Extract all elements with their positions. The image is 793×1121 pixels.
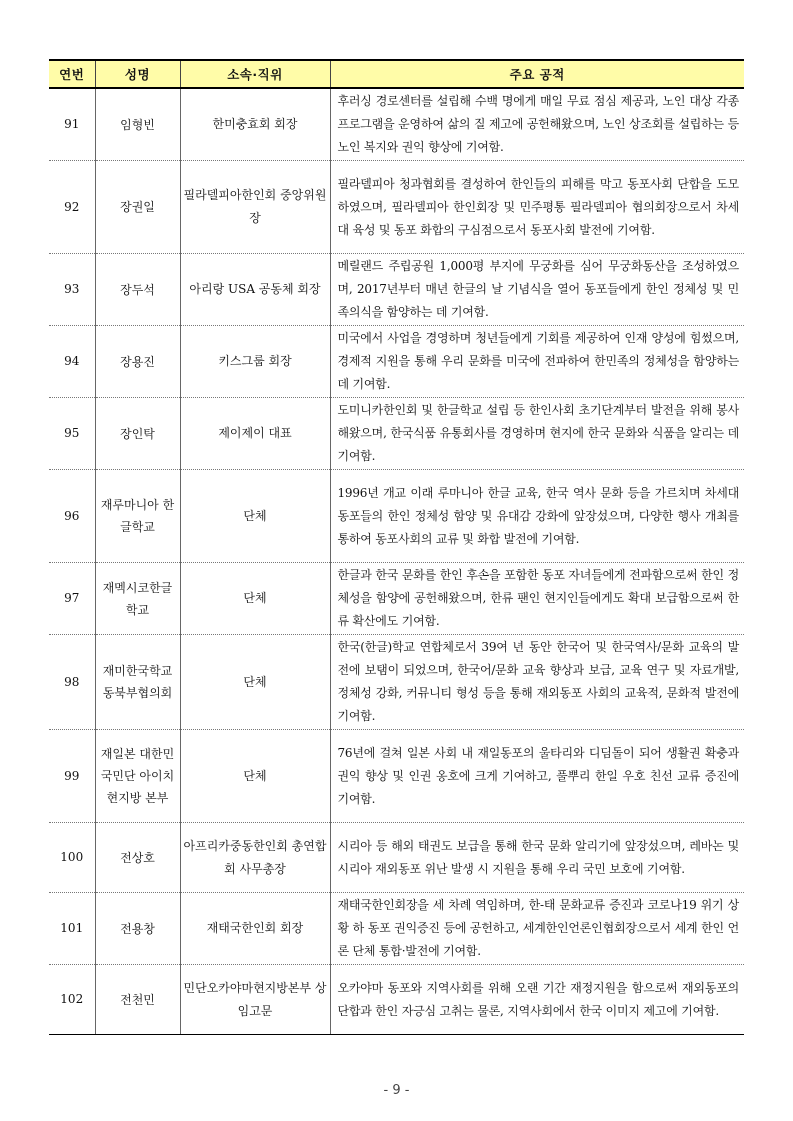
row-achievement: 도미니카한인회 및 한글학교 설립 등 한인사회 초기단계부터 발전을 위해 봉사해왔으며, 한국식품 유통회사를 경영하며 현지에 한국 문화와 식품을 알리는 데 기여함. xyxy=(330,398,744,470)
row-number: 101 xyxy=(49,893,95,965)
row-affiliation: 키스그룹 회장 xyxy=(180,326,330,398)
table-row xyxy=(49,254,744,326)
table-row xyxy=(49,398,744,470)
row-name: 전상호 xyxy=(95,823,180,893)
row-affiliation: 아프리카중동한인회 총연합회 사무총장 xyxy=(180,823,330,893)
row-affiliation: 단체 xyxy=(180,470,330,563)
row-achievement: 재태국한인회장을 세 차례 역임하며, 한-태 문화교류 증진과 코로나19 위기 상황 하 동포 권익증진 등에 공헌하고, 세계한인언론인협회장으로서 세계 한인 언론 단체 통합·발전에 기여함. xyxy=(330,893,744,965)
row-number: 97 xyxy=(49,563,95,635)
table-row xyxy=(49,730,744,823)
row-number: 93 xyxy=(49,254,95,326)
table-row xyxy=(49,823,744,893)
row-affiliation: 필라델피아한인회 중앙위원장 xyxy=(180,161,330,254)
row-affiliation: 재태국한인회 회장 xyxy=(180,893,330,965)
row-name: 재루마니아 한글학교 xyxy=(95,470,180,563)
page-number: - 9 - xyxy=(383,1083,410,1098)
row-number: 95 xyxy=(49,398,95,470)
row-achievement: 76년에 걸쳐 일본 사회 내 재일동포의 울타리와 디딤돌이 되어 생활권 확충과 권익 향상 및 인권 옹호에 크게 기여하고, 풀뿌리 한일 우호 친선 교류 증진에 기여함. xyxy=(330,730,744,823)
row-achievement: 메릴랜드 주립공원 1,000평 부지에 무궁화를 심어 무궁화동산을 조성하였으며, 2017년부터 매년 한글의 날 기념식을 열어 동포들에게 한인 정체성 및 민족의식을 함양하는 데 기여함. xyxy=(330,254,744,326)
header-name: 성명 xyxy=(95,60,180,88)
awards-table xyxy=(49,59,744,1035)
table-header-row xyxy=(49,60,744,88)
row-achievement: 한글과 한국 문화를 한인 후손을 포함한 동포 자녀들에게 전파함으로써 한인 정체성을 함양에 공헌해왔으며, 한류 팬인 현지인들에게도 확대 보급함으로써 한류 확산에도 기여함. xyxy=(330,563,744,635)
row-achievement: 미국에서 사업을 경영하며 청년들에게 기회를 제공하여 인재 양성에 힘썼으며, 경제적 지원을 통해 우리 문화를 미국에 전파하여 한민족의 정체성을 함양하는 데 기여함. xyxy=(330,326,744,398)
row-achievement: 후러싱 경로센터를 설립해 수백 명에게 매일 무료 점심 제공과, 노인 대상 각종 프로그램을 운영하여 삶의 질 제고에 공헌해왔으며, 노인 상조회를 설립하는 등 노인 복지와 권익 향상에 기여함. xyxy=(330,88,744,161)
row-name: 전용창 xyxy=(95,893,180,965)
row-number: 99 xyxy=(49,730,95,823)
row-affiliation: 한미충효회 회장 xyxy=(180,88,330,161)
table-row xyxy=(49,326,744,398)
table-row xyxy=(49,470,744,563)
row-number: 92 xyxy=(49,161,95,254)
row-number: 98 xyxy=(49,635,95,730)
row-achievement: 필라델피아 청과협회를 결성하여 한인들의 피해를 막고 동포사회 단합을 도모하였으며, 필라델피아 한인회장 및 민주평통 필라델피아 협의회장으로서 차세대 육성 및 동포 화합의 구심점으로서 동포사회 발전에 기여함. xyxy=(330,161,744,254)
header-no: 연번 xyxy=(49,60,95,88)
row-achievement: 오카야마 동포와 지역사회를 위해 오랜 기간 재정지원을 함으로써 재외동포의 단합과 한인 자긍심 고취는 물론, 지역사회에서 한국 이미지 제고에 기여함. xyxy=(330,965,744,1035)
header-affiliation: 소속·직위 xyxy=(180,60,330,88)
table-row xyxy=(49,88,744,161)
header-achievement: 주요 공적 xyxy=(330,60,744,88)
row-name: 장두석 xyxy=(95,254,180,326)
row-affiliation: 단체 xyxy=(180,635,330,730)
row-affiliation: 단체 xyxy=(180,730,330,823)
row-name: 전천민 xyxy=(95,965,180,1035)
table-row xyxy=(49,563,744,635)
row-affiliation: 단체 xyxy=(180,563,330,635)
table-row xyxy=(49,161,744,254)
row-number: 102 xyxy=(49,965,95,1035)
row-achievement: 시리아 등 해외 태권도 보급을 통해 한국 문화 알리기에 앞장섰으며, 레바논 및 시리아 재외동포 위난 발생 시 지원을 통해 우리 국민 보호에 기여함. xyxy=(330,823,744,893)
row-name: 재멕시코한글 학교 xyxy=(95,563,180,635)
table-row xyxy=(49,635,744,730)
row-name: 장인탁 xyxy=(95,398,180,470)
row-name: 장권일 xyxy=(95,161,180,254)
table-row xyxy=(49,893,744,965)
row-achievement: 1996년 개교 이래 루마니아 한글 교육, 한국 역사 문화 등을 가르치며 차세대 동포들의 한인 정체성 함양 및 유대감 강화에 앞장섰으며, 다양한 행사 개최를 통하여 동포사회의 교류 및 화합 발전에 기여함. xyxy=(330,470,744,563)
row-affiliation: 제이제이 대표 xyxy=(180,398,330,470)
row-achievement: 한국(한글)학교 연합체로서 39여 년 동안 한국어 및 한국역사/문화 교육의 발전에 보탬이 되었으며, 한국어/문화 교육 향상과 보급, 교육 연구 및 자료개발, 정체성 강화, 커뮤니티 형성 등을 통해 재외동포 사회의 교육적, 문화적 발전에 기여함. xyxy=(330,635,744,730)
row-name: 재미한국학교 동북부협의회 xyxy=(95,635,180,730)
table-row xyxy=(49,965,744,1035)
row-name: 임형빈 xyxy=(95,88,180,161)
row-number: 100 xyxy=(49,823,95,893)
row-affiliation: 아리랑 USA 공동체 회장 xyxy=(180,254,330,326)
row-number: 91 xyxy=(49,88,95,161)
row-affiliation: 민단오카야마현지방본부 상임고문 xyxy=(180,965,330,1035)
row-name: 장용진 xyxy=(95,326,180,398)
row-number: 94 xyxy=(49,326,95,398)
row-name: 재일본 대한민국민단 아이치현지방 본부 xyxy=(95,730,180,823)
row-number: 96 xyxy=(49,470,95,563)
awards-table-page xyxy=(49,59,744,1035)
